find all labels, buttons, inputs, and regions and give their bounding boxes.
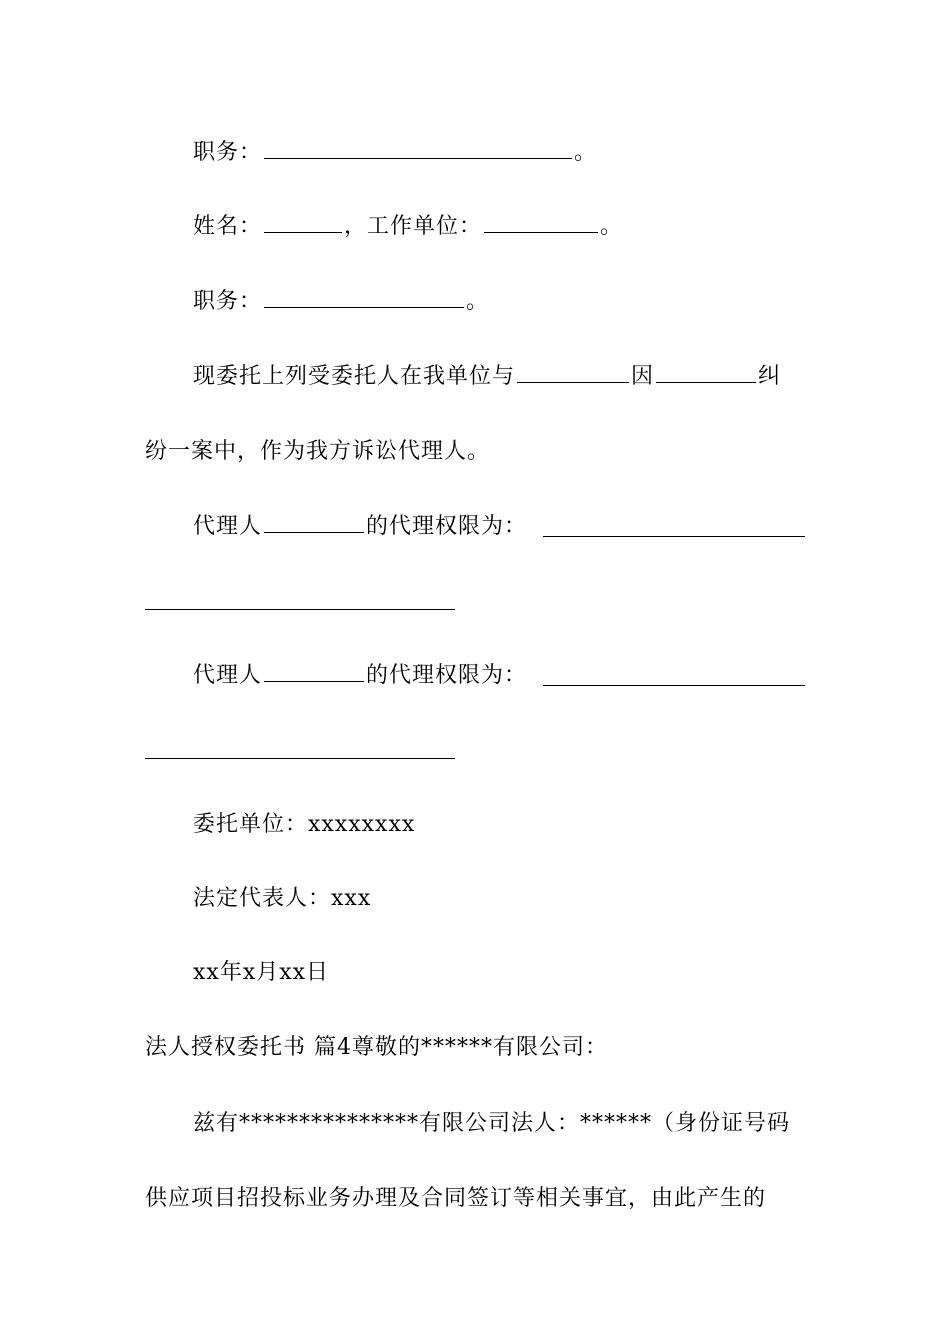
cause-blank — [656, 364, 756, 383]
entrusting-unit: 委托单位：xxxxxxxx — [193, 812, 416, 837]
position-line-1 — [193, 138, 597, 168]
authorization-paragraph-line-1 — [193, 1109, 790, 1139]
authorization-text: 兹有***************有限公司法人：******（身份证号码 — [193, 1111, 791, 1136]
legal-representative-line — [193, 884, 371, 914]
authority-blank — [543, 536, 805, 537]
name-label: 姓名： — [193, 214, 263, 239]
authority-blank-continued — [145, 609, 455, 610]
agent-name-blank — [264, 663, 364, 682]
position-blank — [264, 140, 572, 159]
entrusting-unit-line — [193, 810, 415, 840]
workplace-label: ，工作单位： — [344, 214, 483, 239]
period: 。 — [574, 140, 598, 165]
section-heading — [145, 1033, 608, 1063]
agent-authority-line-1 — [193, 512, 527, 542]
authorization-text: 供应项目招投标业务办理及合同签订等相关事宜，由此产生的 — [145, 1186, 767, 1211]
workplace-blank — [484, 214, 598, 233]
entrust-text-cause: 因 — [631, 364, 655, 389]
position-label: 职务： — [193, 289, 263, 314]
entrust-text-end: 纠 — [758, 364, 782, 389]
legal-representative: 法定代表人：xxx — [193, 886, 372, 911]
entrust-text: 纷一案中，作为我方诉讼代理人。 — [145, 439, 491, 464]
agent-label: 代理人 — [193, 663, 263, 688]
position-blank — [264, 289, 464, 308]
authority-label: 的代理权限为： — [366, 514, 528, 539]
period: 。 — [466, 289, 490, 314]
entrust-text: 现委托上列受委托人在我单位与 — [193, 364, 516, 389]
name-line — [193, 212, 623, 242]
position-label: 职务： — [193, 140, 263, 165]
party-blank — [517, 364, 629, 383]
date-line — [193, 958, 329, 988]
entrust-paragraph-line-2 — [145, 437, 490, 467]
agent-authority-line-2 — [193, 661, 527, 691]
agent-label: 代理人 — [193, 514, 263, 539]
position-line-2 — [193, 287, 489, 317]
entrust-paragraph-line-1 — [193, 362, 781, 392]
authority-label: 的代理权限为： — [366, 663, 528, 688]
agent-name-blank — [264, 514, 364, 533]
authority-blank — [543, 685, 805, 686]
authority-blank-continued — [145, 758, 455, 759]
date: xx年x月xx日 — [193, 960, 330, 985]
name-blank — [264, 214, 342, 233]
authorization-paragraph-line-2 — [145, 1184, 766, 1214]
section-title: 法人授权委托书 篇4尊敬的******有限公司： — [145, 1035, 608, 1060]
period: 。 — [600, 214, 624, 239]
